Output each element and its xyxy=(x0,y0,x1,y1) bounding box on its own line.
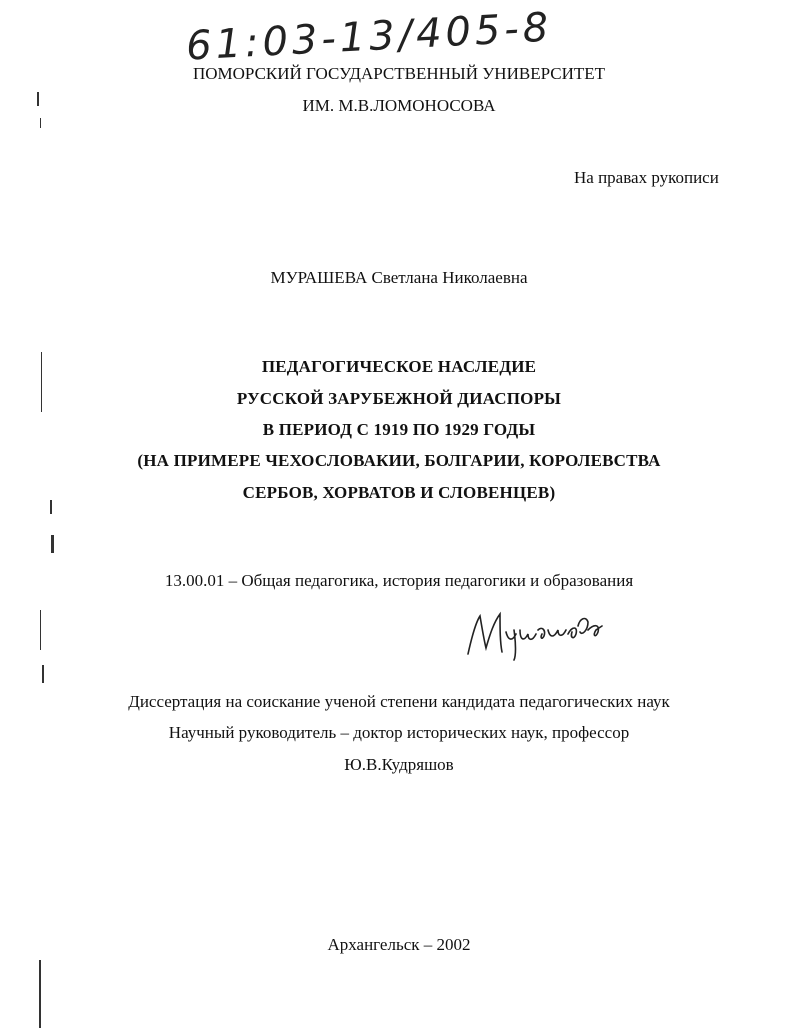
university-named-after: ИМ. М.В.ЛОМОНОСОВА xyxy=(302,96,496,115)
author-signature xyxy=(462,596,612,662)
scan-mark xyxy=(40,118,41,128)
scan-mark xyxy=(51,535,54,553)
dissertation-title-line: В ПЕРИОД С 1919 ПО 1929 ГОДЫ xyxy=(262,420,536,439)
dissertation-title-line: РУССКОЙ ЗАРУБЕЖНОЙ ДИАСПОРЫ xyxy=(236,389,562,408)
specialty-code: 13.00.01 – Общая педагогика, история педагогики и образования xyxy=(164,571,634,590)
city-year: Архангельск – 2002 xyxy=(327,935,471,954)
scan-mark xyxy=(40,610,41,650)
university-name: ПОМОРСКИЙ ГОСУДАРСТВЕННЫЙ УНИВЕРСИТЕТ xyxy=(192,64,606,83)
advisor-title: Научный руководитель – доктор исторических наук, профессор xyxy=(168,723,630,742)
dissertation-title-line: ПЕДАГОГИЧЕСКОЕ НАСЛЕДИЕ xyxy=(261,357,537,376)
dissertation-title-line: СЕРБОВ, ХОРВАТОВ И СЛОВЕНЦЕВ) xyxy=(242,483,556,502)
handwritten-archive-number: 61:03-13/405-8 xyxy=(185,4,554,70)
scan-mark xyxy=(39,960,41,1028)
author-name: МУРАШЕВА Светлана Николаевна xyxy=(270,268,528,287)
scan-mark xyxy=(42,665,44,683)
rights-note: На правах рукописи xyxy=(574,168,719,187)
advisor-name: Ю.В.Кудряшов xyxy=(344,755,454,774)
degree-statement: Диссертация на соискание ученой степени кандидата педагогических наук xyxy=(128,692,670,711)
dissertation-title-line: (НА ПРИМЕРЕ ЧЕХОСЛОВАКИИ, БОЛГАРИИ, КОРОЛЕВСТВА xyxy=(137,451,661,470)
